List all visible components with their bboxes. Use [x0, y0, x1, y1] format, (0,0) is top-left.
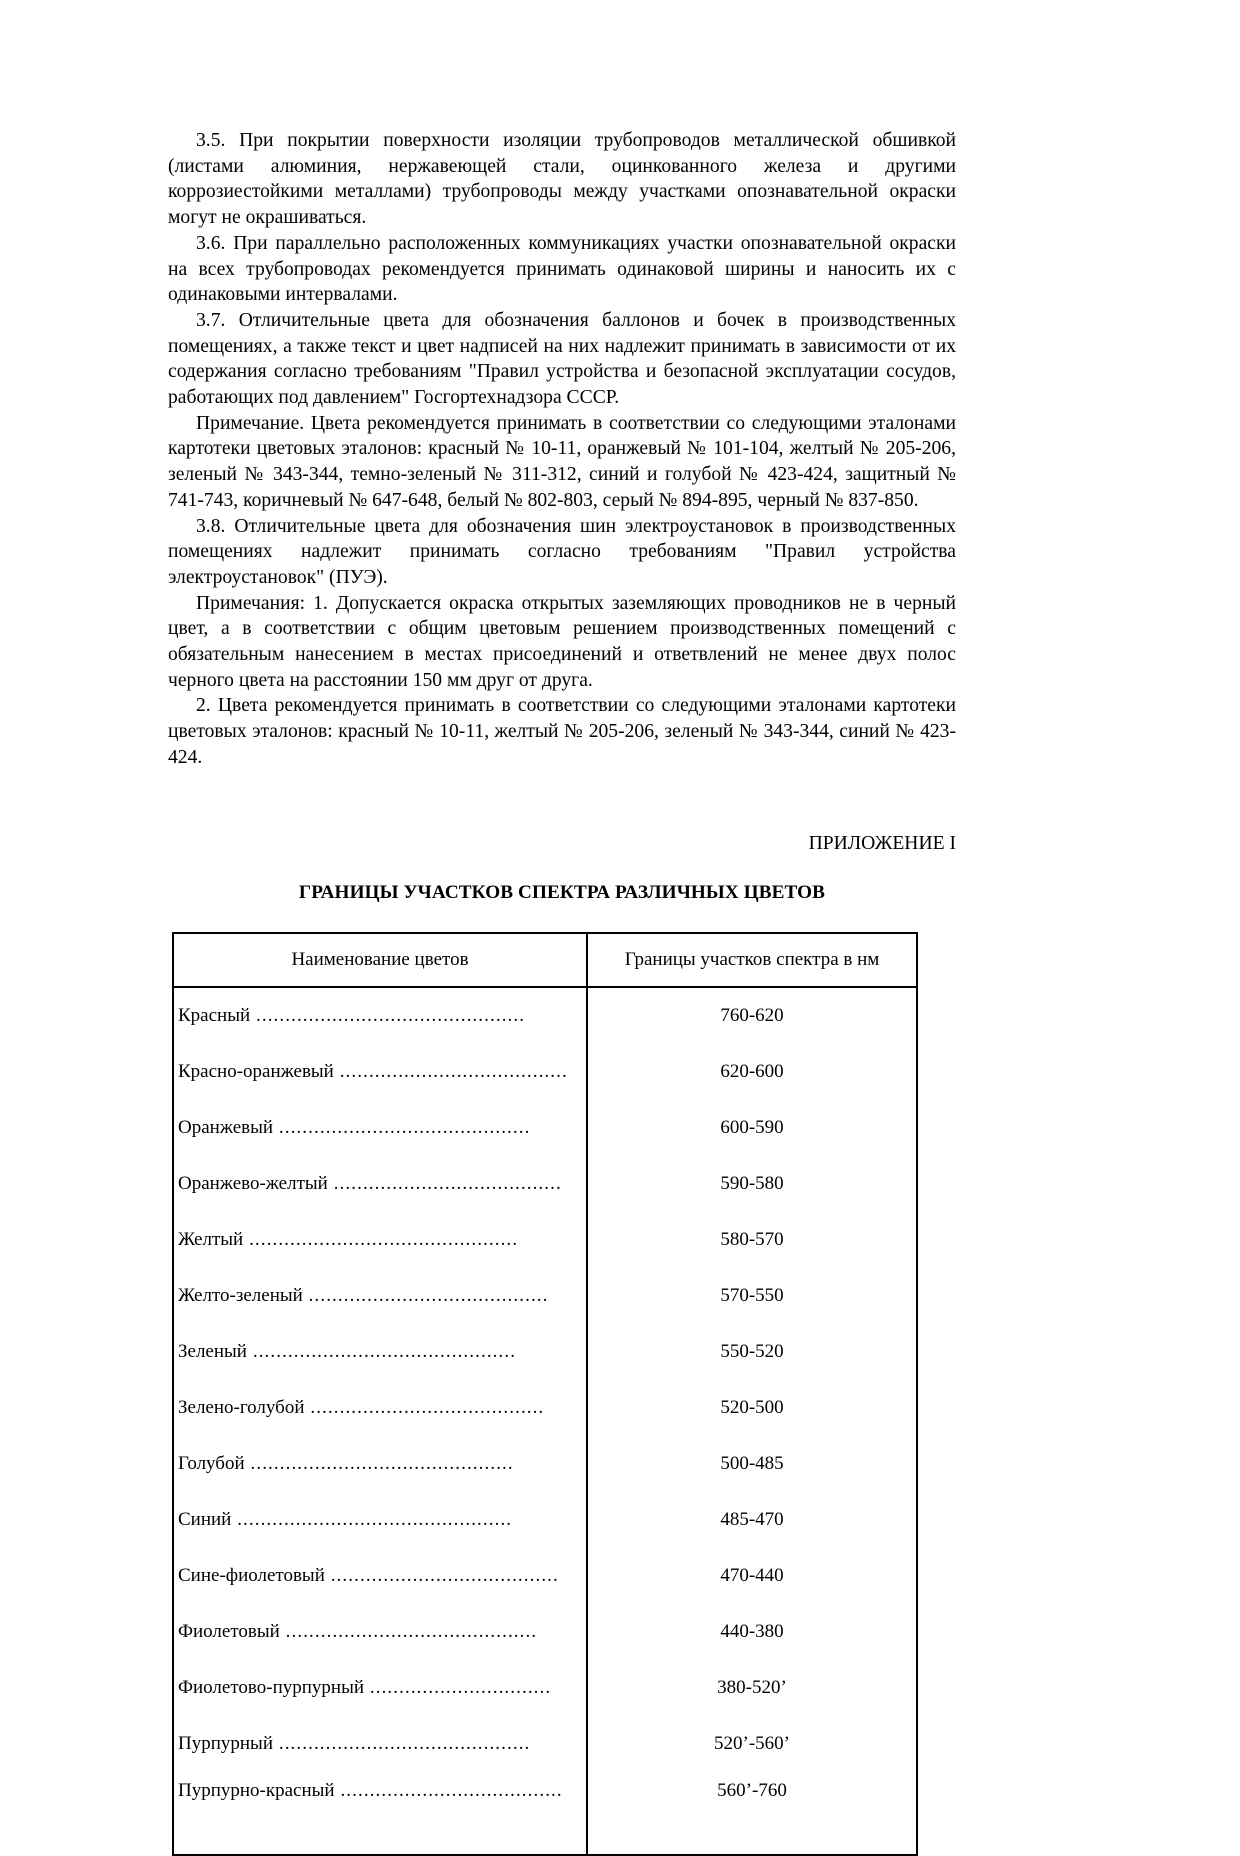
cell-color-name	[173, 1604, 587, 1660]
cell-spectrum-range: 580-570	[587, 1212, 917, 1268]
table-row	[173, 1212, 917, 1268]
spectrum-ranges-table	[172, 932, 918, 1856]
cell-spectrum-range: 590-580	[587, 1156, 917, 1212]
leader-dots: ...........................................	[279, 1621, 538, 1643]
leader-dots: .............................................	[246, 1341, 517, 1363]
column-header-color-name: Наименование цветов	[173, 933, 587, 987]
leader-dots: .........................................	[302, 1285, 549, 1307]
leader-dots: ...............................	[364, 1677, 552, 1699]
leader-dots: .......................................	[333, 1061, 568, 1083]
table-body	[173, 987, 917, 1855]
cell-spectrum-range: 485-470	[587, 1492, 917, 1548]
paragraph-3-6: 3.6. При параллельно расположенных коммуникациях участки опознавательной окраски на всех трубопроводах рекомендуется принимать одинаковой ширины и наносить их с одинаковыми интервалами.	[168, 232, 956, 306]
paragraph-3-7: 3.7. Отличительные цвета для обозначения баллонов и бочек в производственных помещениях, а также текст и цвет надписей на них надлежит принимать в зависимости от их содержания согласно требованиям "Правил устройства и безопасной эксплуатации сосудов, работающих под давлением" Госгортехнадзора СССР.	[168, 309, 956, 409]
cell-color-name	[173, 1268, 587, 1324]
color-name-text: Зеленый	[178, 1341, 247, 1363]
cell-color-name	[173, 1044, 587, 1100]
paragraph-3-8: 3.8. Отличительные цвета для обозначения шин электроустановок в производственных помещениях надлежит принимать согласно требованиям "Правил устройства электроустановок" (ПУЭ).	[168, 515, 956, 588]
cell-color-name	[173, 1660, 587, 1716]
color-name-text: Фиолетовый	[178, 1621, 280, 1643]
table-header	[173, 933, 917, 987]
cell-spectrum-range: 440-380	[587, 1604, 917, 1660]
color-name-text: Оранжево-желтый	[178, 1173, 328, 1195]
body-text-block	[168, 128, 956, 771]
color-name-text: Фиолетово-пурпурный	[178, 1677, 365, 1699]
cell-color-name	[173, 1100, 587, 1156]
cell-color-name	[173, 1156, 587, 1212]
color-name-text: Красно-оранжевый	[178, 1061, 334, 1083]
cell-spectrum-range: 500-485	[587, 1436, 917, 1492]
table-row	[173, 1436, 917, 1492]
leader-dots: ...........................................	[273, 1117, 531, 1139]
cell-spectrum-range: 760-620	[587, 987, 917, 1044]
leader-dots: ........................................	[304, 1397, 545, 1419]
cell-color-name	[173, 1772, 587, 1855]
color-name-text: Пурпурно-красный	[178, 1780, 335, 1802]
cell-spectrum-range: 520’-560’	[587, 1716, 917, 1772]
cell-color-name	[173, 1492, 587, 1548]
leader-dots: ...............................................	[231, 1509, 513, 1531]
leader-dots: ...........................................	[273, 1733, 531, 1755]
table-row	[173, 1268, 917, 1324]
cell-color-name	[173, 987, 587, 1044]
paragraph-note-1: Примечание. Цвета рекомендуется принимать в соответствии со следующими эталонами картотеки цветовых эталонов: красный № 10-11, оранжевый № 101-104, желтый № 205-206, зеленый № 343-344, темно-зеленый № 311-312, синий и голубой № 423-424, защитный № 741-743, коричневый № 647-648, белый № 802-803, серый № 894-895, черный № 837-850.	[168, 412, 956, 511]
table-title: ГРАНИЦЫ УЧАСТКОВ СПЕКТРА РАЗЛИЧНЫХ ЦВЕТОВ	[298, 882, 826, 904]
table-row	[173, 1548, 917, 1604]
table-row	[173, 1156, 917, 1212]
color-name-text: Пурпурный	[178, 1733, 273, 1755]
cell-spectrum-range: 550-520	[587, 1324, 917, 1380]
leader-dots: ..............................................	[250, 1005, 526, 1027]
column-header-spectrum-range: Границы участков спектра в нм	[587, 933, 917, 987]
cell-color-name	[173, 1436, 587, 1492]
table-row	[173, 1324, 917, 1380]
table-row	[173, 987, 917, 1044]
cell-color-name	[173, 1212, 587, 1268]
table-row	[173, 1380, 917, 1436]
leader-dots: .......................................	[324, 1565, 559, 1587]
cell-spectrum-range: 470-440	[587, 1548, 917, 1604]
paragraph-notes-item-1: Примечания: 1. Допускается окраска открытых заземляющих проводников не в черный цвет, а в соответствии с общим цветовым решением производственных помещений с обязательным нанесением в местах присоединений и ответвлений не менее двух полос черного цвета на расстоянии 150 мм друг от друга.	[168, 592, 956, 691]
color-name-text: Зелено-голубой	[178, 1397, 305, 1419]
leader-dots: .......................................	[327, 1173, 562, 1195]
table-row	[173, 1604, 917, 1660]
table-row	[173, 1660, 917, 1716]
table-row	[173, 1716, 917, 1772]
cell-color-name	[173, 1324, 587, 1380]
color-name-text: Сине-фиолетовый	[178, 1565, 325, 1587]
table-row	[173, 1044, 917, 1100]
leader-dots: .............................................	[244, 1453, 514, 1475]
cell-color-name	[173, 1380, 587, 1436]
paragraph-3-5: 3.5. При покрытии поверхности изоляции трубопроводов металлической обшивкой (листами алюминия, нержавеющей стали, оцинкованного железа и другими коррозиестойкими металлами) трубопроводы между участками опознавательной окраски могут не окрашиваться.	[168, 130, 956, 229]
color-name-text: Оранжевый	[178, 1117, 274, 1139]
color-name-text: Синий	[178, 1509, 232, 1531]
leader-dots: ..............................................	[243, 1229, 519, 1251]
cell-color-name	[173, 1716, 587, 1772]
paragraph-notes-item-2: 2. Цвета рекомендуется принимать в соответствии со следующими эталонами картотеки цветовых эталонов: красный № 10-11, желтый № 205-206, зеленый № 343-344, синий № 423-424.	[168, 695, 956, 768]
color-name-text: Голубой	[178, 1453, 245, 1475]
cell-spectrum-range: 600-590	[587, 1100, 917, 1156]
cell-spectrum-range: 520-500	[587, 1380, 917, 1436]
table-row	[173, 1492, 917, 1548]
appendix-label: ПРИЛОЖЕНИЕ I	[808, 832, 956, 854]
table-row	[173, 1772, 917, 1855]
color-name-text: Красный	[178, 1005, 251, 1027]
table-header-row	[173, 933, 917, 987]
color-name-text: Желто-зеленый	[178, 1285, 303, 1307]
cell-spectrum-range: 570-550	[587, 1268, 917, 1324]
cell-spectrum-range: 620-600	[587, 1044, 917, 1100]
color-name-text: Желтый	[178, 1229, 244, 1251]
cell-color-name	[173, 1548, 587, 1604]
table-row	[173, 1100, 917, 1156]
leader-dots: ......................................	[334, 1780, 563, 1802]
cell-spectrum-range: 380-520’	[587, 1660, 917, 1716]
cell-spectrum-range: 560’-760	[587, 1772, 917, 1855]
